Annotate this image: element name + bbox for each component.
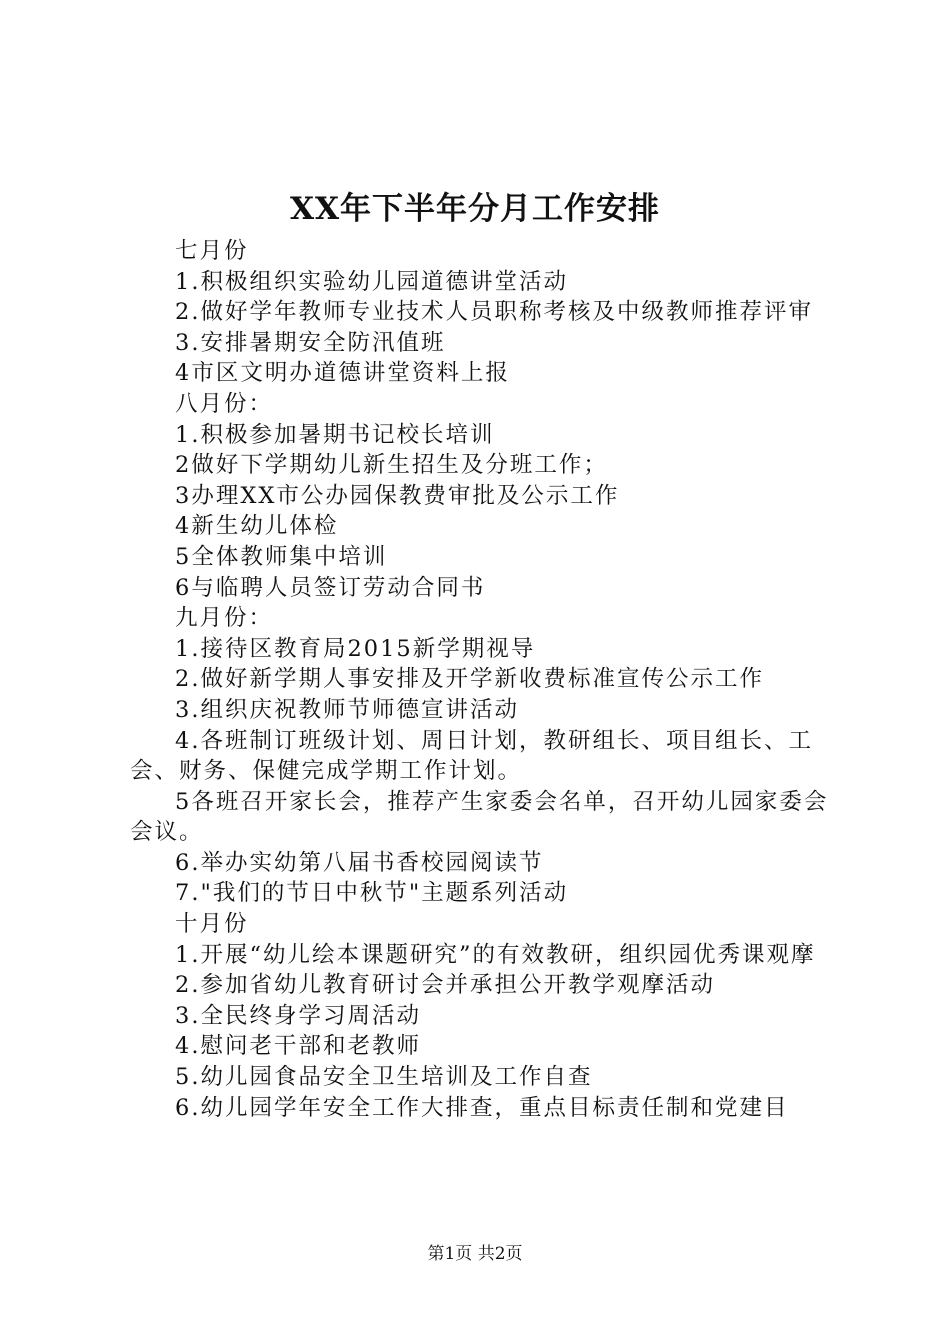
list-item: 2做好下学期幼儿新生招生及分班工作； xyxy=(175,452,608,479)
section-heading-july: 七月份 xyxy=(175,238,249,264)
document-body xyxy=(130,236,830,1123)
section-heading-august: 八月份： xyxy=(175,390,274,417)
list-item: 1.接待区教育局2015新学期视导 xyxy=(175,635,536,662)
list-item: 3办理XX市公办园保教费审批及公示工作 xyxy=(175,482,620,509)
section-heading-september: 九月份： xyxy=(175,605,274,632)
list-item: 4市区文明办道德讲堂资料上报 xyxy=(175,360,510,387)
list-item: 5各班召开家长会，推荐产生家委会名单，召开幼儿园家委会会议。 xyxy=(130,788,829,846)
list-item: 2.参加省幼儿教育研讨会并承担公开教学观摩活动 xyxy=(175,972,715,999)
list-item: 6.举办实幼第八届书香校园阅读节 xyxy=(175,849,544,876)
page-number-footer: 第1页 共2页 xyxy=(427,1244,523,1264)
list-item: 4.各班制订班级计划、周日计划，教研组长、项目组长、工会、财务、保健完成学期工作计划。 xyxy=(130,727,813,785)
section-heading-october: 十月份 xyxy=(175,911,249,938)
list-item: 6与临聘人员签订劳动合同书 xyxy=(175,574,486,601)
list-item: 5全体教师集中培训 xyxy=(175,543,388,570)
list-item: 2.做好学年教师专业技术人员职称考核及中级教师推荐评审 xyxy=(175,299,813,326)
list-item: 3.安排暑期安全防汛值班 xyxy=(175,329,446,356)
list-item: 3.组织庆祝教师节师德宣讲活动 xyxy=(175,696,519,723)
list-item: 1.积极参加暑期书记校长培训 xyxy=(175,421,495,448)
list-item: 5.幼儿园食品安全卫生培训及工作自查 xyxy=(175,1064,593,1091)
list-item: 6.幼儿园学年安全工作大排查，重点目标责任制和党建目 xyxy=(175,1094,789,1121)
list-item: 4新生幼儿体检 xyxy=(175,513,339,540)
document-title: XX年下半年分月工作安排 xyxy=(289,191,661,227)
list-item: 2.做好新学期人事安排及开学新收费标准宣传公示工作 xyxy=(175,666,764,693)
list-item: 7."我们的节日中秋节"主题系列活动 xyxy=(175,880,569,907)
list-item: 1.积极组织实验幼儿园道德讲堂活动 xyxy=(175,268,568,295)
list-item: 3.全民终身学习周活动 xyxy=(175,1002,421,1029)
list-item: 4.慰问老干部和老教师 xyxy=(175,1033,421,1060)
list-item: 1.开展“幼儿绘本课题研究”的有效教研，组织园优秀课观摩 xyxy=(175,941,816,968)
